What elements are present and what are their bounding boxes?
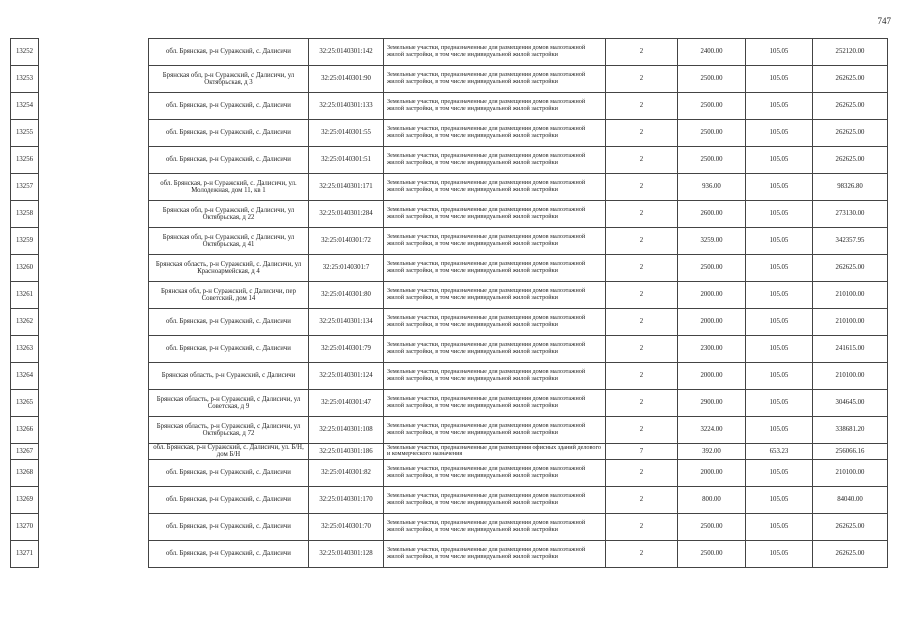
cadastral-value-cell: 262625.00 <box>813 120 888 147</box>
specific-value-cell: 105.05 <box>746 255 813 282</box>
cadastral-value-cell: 210100.00 <box>813 459 888 486</box>
land-use-cell: Земельные участки, предназначенные для размещения домов малоэтажной жилой застройки, в том числе индивидуальной жилой застройки <box>384 363 606 390</box>
land-use-cell: Земельные участки, предназначенные для размещения домов малоэтажной жилой застройки, в том числе индивидуальной жилой застройки <box>384 93 606 120</box>
address-cell: обл. Брянская, р-н Суражский, с. Далисичи <box>149 39 309 66</box>
cadastral-number-cell: 32:25:0140301:80 <box>309 282 384 309</box>
specific-value-cell: 105.05 <box>746 147 813 174</box>
table-row <box>11 417 888 444</box>
specific-value-cell: 105.05 <box>746 540 813 567</box>
address-cell: обл. Брянская, р-н Суражский, с. Далисичи <box>149 513 309 540</box>
table-row <box>11 66 888 93</box>
cadastral-value-cell: 210100.00 <box>813 309 888 336</box>
cadastral-number-cell: 32:25:0140301:128 <box>309 540 384 567</box>
land-use-cell: Земельные участки, предназначенные для размещения домов малоэтажной жилой застройки, в том числе индивидуальной жилой застройки <box>384 459 606 486</box>
row-number-cell: 13261 <box>11 282 39 309</box>
spacer-cell <box>39 513 149 540</box>
use-group-code-cell: 2 <box>606 147 678 174</box>
row-number-cell: 13258 <box>11 201 39 228</box>
cadastral-value-cell: 98326.80 <box>813 174 888 201</box>
table-row <box>11 309 888 336</box>
area-cell: 2500.00 <box>678 93 746 120</box>
specific-value-cell: 105.05 <box>746 486 813 513</box>
address-cell: Брянская обл, р-н Суражский, с Далисичи, пер Советский, дом 14 <box>149 282 309 309</box>
area-cell: 2000.00 <box>678 459 746 486</box>
cadastral-number-cell: 32:25:0140301:171 <box>309 174 384 201</box>
spacer-cell <box>39 120 149 147</box>
row-number-cell: 13269 <box>11 486 39 513</box>
specific-value-cell: 105.05 <box>746 336 813 363</box>
address-cell: Брянская область, р-н Суражский, с. Далисичи, ул Красноармейская, д 4 <box>149 255 309 282</box>
specific-value-cell: 105.05 <box>746 120 813 147</box>
land-use-cell: Земельные участки, предназначенные для размещения офисных зданий делового и коммерческого назначения <box>384 444 606 460</box>
address-cell: обл. Брянская, р-н Суражский, с. Далисичи, ул. Б/Н, дом Б/Н <box>149 444 309 460</box>
table-row <box>11 93 888 120</box>
area-cell: 2900.00 <box>678 390 746 417</box>
cadastral-value-cell: 262625.00 <box>813 147 888 174</box>
use-group-code-cell: 2 <box>606 282 678 309</box>
address-cell: обл. Брянская, р-н Суражский, с. Далисичи <box>149 309 309 336</box>
row-number-cell: 13262 <box>11 309 39 336</box>
spacer-cell <box>39 255 149 282</box>
cadastral-number-cell: 32:25:0140301:90 <box>309 66 384 93</box>
row-number-cell: 13259 <box>11 228 39 255</box>
cadastral-number-cell: 32:25:0140301:51 <box>309 147 384 174</box>
cadastral-value-cell: 262625.00 <box>813 66 888 93</box>
area-cell: 2300.00 <box>678 336 746 363</box>
land-use-cell: Земельные участки, предназначенные для размещения домов малоэтажной жилой застройки, в том числе индивидуальной жилой застройки <box>384 174 606 201</box>
cadastral-number-cell: 32:25:0140301:79 <box>309 336 384 363</box>
spacer-cell <box>39 540 149 567</box>
specific-value-cell: 105.05 <box>746 417 813 444</box>
cadastral-number-cell: 32:25:0140301:108 <box>309 417 384 444</box>
use-group-code-cell: 2 <box>606 540 678 567</box>
specific-value-cell: 105.05 <box>746 309 813 336</box>
area-cell: 2400.00 <box>678 39 746 66</box>
specific-value-cell: 105.05 <box>746 459 813 486</box>
area-cell: 3224.00 <box>678 417 746 444</box>
spacer-cell <box>39 486 149 513</box>
table-row <box>11 336 888 363</box>
row-number-cell: 13254 <box>11 93 39 120</box>
land-use-cell: Земельные участки, предназначенные для размещения домов малоэтажной жилой застройки, в том числе индивидуальной жилой застройки <box>384 309 606 336</box>
specific-value-cell: 105.05 <box>746 513 813 540</box>
specific-value-cell: 105.05 <box>746 93 813 120</box>
land-use-cell: Земельные участки, предназначенные для размещения домов малоэтажной жилой застройки, в том числе индивидуальной жилой застройки <box>384 255 606 282</box>
spacer-cell <box>39 336 149 363</box>
spacer-cell <box>39 444 149 460</box>
use-group-code-cell: 2 <box>606 459 678 486</box>
table-row <box>11 201 888 228</box>
spacer-cell <box>39 390 149 417</box>
use-group-code-cell: 2 <box>606 486 678 513</box>
cadastral-value-cell: 262625.00 <box>813 513 888 540</box>
row-number-cell: 13252 <box>11 39 39 66</box>
area-cell: 3259.00 <box>678 228 746 255</box>
area-cell: 2600.00 <box>678 201 746 228</box>
specific-value-cell: 105.05 <box>746 363 813 390</box>
land-use-cell: Земельные участки, предназначенные для размещения домов малоэтажной жилой застройки, в том числе индивидуальной жилой застройки <box>384 39 606 66</box>
spacer-cell <box>39 201 149 228</box>
cadastral-number-cell: 32:25:0140301:7 <box>309 255 384 282</box>
cadastral-value-table <box>10 38 888 568</box>
table-row <box>11 228 888 255</box>
cadastral-value-cell: 262625.00 <box>813 540 888 567</box>
use-group-code-cell: 2 <box>606 255 678 282</box>
use-group-code-cell: 2 <box>606 336 678 363</box>
address-cell: Брянская обл, р-н Суражский, с Далисичи, ул Октябрьская, д 22 <box>149 201 309 228</box>
cadastral-value-cell: 210100.00 <box>813 282 888 309</box>
address-cell: обл. Брянская, р-н Суражский, с. Далисичи <box>149 93 309 120</box>
area-cell: 2500.00 <box>678 255 746 282</box>
cadastral-number-cell: 32:25:0140301:133 <box>309 93 384 120</box>
specific-value-cell: 105.05 <box>746 390 813 417</box>
address-cell: обл. Брянская, р-н Суражский, с. Далисичи <box>149 540 309 567</box>
use-group-code-cell: 2 <box>606 228 678 255</box>
cadastral-value-cell: 252120.00 <box>813 39 888 66</box>
cadastral-value-cell: 84040.00 <box>813 486 888 513</box>
area-cell: 2500.00 <box>678 147 746 174</box>
cadastral-number-cell: 32:25:0140301:134 <box>309 309 384 336</box>
specific-value-cell: 105.05 <box>746 228 813 255</box>
land-use-cell: Земельные участки, предназначенные для размещения домов малоэтажной жилой застройки, в том числе индивидуальной жилой застройки <box>384 120 606 147</box>
row-number-cell: 13253 <box>11 66 39 93</box>
area-cell: 936.00 <box>678 174 746 201</box>
use-group-code-cell: 2 <box>606 513 678 540</box>
row-number-cell: 13256 <box>11 147 39 174</box>
specific-value-cell: 105.05 <box>746 174 813 201</box>
table-row <box>11 513 888 540</box>
table-body <box>11 39 888 568</box>
cadastral-number-cell: 32:25:0140301:284 <box>309 201 384 228</box>
cadastral-value-cell: 342357.95 <box>813 228 888 255</box>
spacer-cell <box>39 282 149 309</box>
area-cell: 2500.00 <box>678 66 746 93</box>
use-group-code-cell: 2 <box>606 93 678 120</box>
cadastral-value-cell: 256066.16 <box>813 444 888 460</box>
land-use-cell: Земельные участки, предназначенные для размещения домов малоэтажной жилой застройки, в том числе индивидуальной жилой застройки <box>384 201 606 228</box>
cadastral-number-cell: 32:25:0140301:82 <box>309 459 384 486</box>
spacer-cell <box>39 39 149 66</box>
table-row <box>11 459 888 486</box>
area-cell: 2000.00 <box>678 309 746 336</box>
cadastral-number-cell: 32:25:0140301:55 <box>309 120 384 147</box>
spacer-cell <box>39 363 149 390</box>
table-row <box>11 390 888 417</box>
use-group-code-cell: 2 <box>606 201 678 228</box>
use-group-code-cell: 2 <box>606 66 678 93</box>
table-row <box>11 39 888 66</box>
specific-value-cell: 105.05 <box>746 201 813 228</box>
land-use-cell: Земельные участки, предназначенные для размещения домов малоэтажной жилой застройки, в том числе индивидуальной жилой застройки <box>384 540 606 567</box>
specific-value-cell: 105.05 <box>746 66 813 93</box>
table-row <box>11 174 888 201</box>
spacer-cell <box>39 147 149 174</box>
cadastral-value-cell: 262625.00 <box>813 255 888 282</box>
row-number-cell: 13257 <box>11 174 39 201</box>
land-use-cell: Земельные участки, предназначенные для размещения домов малоэтажной жилой застройки, в том числе индивидуальной жилой застройки <box>384 147 606 174</box>
spacer-cell <box>39 459 149 486</box>
table-row <box>11 147 888 174</box>
spacer-cell <box>39 174 149 201</box>
address-cell: Брянская область, р-н Суражский, с Далисичи, ул Советская, д 9 <box>149 390 309 417</box>
cadastral-value-cell: 273130.00 <box>813 201 888 228</box>
address-cell: обл. Брянская, р-н Суражский, с. Далисичи <box>149 147 309 174</box>
address-cell: обл. Брянская, р-н Суражский, с. Далисичи <box>149 336 309 363</box>
table-row <box>11 486 888 513</box>
area-cell: 2500.00 <box>678 540 746 567</box>
area-cell: 2500.00 <box>678 120 746 147</box>
use-group-code-cell: 2 <box>606 417 678 444</box>
area-cell: 800.00 <box>678 486 746 513</box>
area-cell: 2000.00 <box>678 363 746 390</box>
cadastral-number-cell: 32:25:0140301:72 <box>309 228 384 255</box>
cadastral-number-cell: 32:25:0140301:124 <box>309 363 384 390</box>
row-number-cell: 13271 <box>11 540 39 567</box>
specific-value-cell: 653.23 <box>746 444 813 460</box>
address-cell: Брянская область, р-н Суражский, с Далисичи <box>149 363 309 390</box>
table-row <box>11 444 888 460</box>
table-row <box>11 255 888 282</box>
specific-value-cell: 105.05 <box>746 282 813 309</box>
use-group-code-cell: 7 <box>606 444 678 460</box>
row-number-cell: 13268 <box>11 459 39 486</box>
spacer-cell <box>39 309 149 336</box>
row-number-cell: 13270 <box>11 513 39 540</box>
land-use-cell: Земельные участки, предназначенные для размещения домов малоэтажной жилой застройки, в том числе индивидуальной жилой застройки <box>384 336 606 363</box>
address-cell: обл. Брянская, р-н Суражский, с. Далисичи, ул. Молодежная, дом 11, кв 1 <box>149 174 309 201</box>
land-use-cell: Земельные участки, предназначенные для размещения домов малоэтажной жилой застройки, в том числе индивидуальной жилой застройки <box>384 66 606 93</box>
page-number: 747 <box>877 16 891 26</box>
spacer-cell <box>39 66 149 93</box>
spacer-cell <box>39 93 149 120</box>
cadastral-value-cell: 241615.00 <box>813 336 888 363</box>
land-use-cell: Земельные участки, предназначенные для размещения домов малоэтажной жилой застройки, в том числе индивидуальной жилой застройки <box>384 282 606 309</box>
land-use-cell: Земельные участки, предназначенные для размещения домов малоэтажной жилой застройки, в том числе индивидуальной жилой застройки <box>384 390 606 417</box>
area-cell: 2500.00 <box>678 513 746 540</box>
cadastral-number-cell: 32:25:0140301:70 <box>309 513 384 540</box>
cadastral-value-cell: 262625.00 <box>813 93 888 120</box>
land-use-cell: Земельные участки, предназначенные для размещения домов малоэтажной жилой застройки, в том числе индивидуальной жилой застройки <box>384 486 606 513</box>
use-group-code-cell: 2 <box>606 363 678 390</box>
cadastral-value-cell: 210100.00 <box>813 363 888 390</box>
land-use-cell: Земельные участки, предназначенные для размещения домов малоэтажной жилой застройки, в том числе индивидуальной жилой застройки <box>384 513 606 540</box>
table-row <box>11 363 888 390</box>
cadastral-number-cell: 32:25:0140301:170 <box>309 486 384 513</box>
use-group-code-cell: 2 <box>606 309 678 336</box>
land-use-cell: Земельные участки, предназначенные для размещения домов малоэтажной жилой застройки, в том числе индивидуальной жилой застройки <box>384 228 606 255</box>
specific-value-cell: 105.05 <box>746 39 813 66</box>
address-cell: обл. Брянская, р-н Суражский, с. Далисичи <box>149 459 309 486</box>
cadastral-number-cell: 32:25:0140301:142 <box>309 39 384 66</box>
row-number-cell: 13267 <box>11 444 39 460</box>
row-number-cell: 13263 <box>11 336 39 363</box>
cadastral-number-cell: 32:25:0140301:47 <box>309 390 384 417</box>
table-row <box>11 540 888 567</box>
address-cell: Брянская обл, р-н Суражский, с Далисичи, ул Октябрьская, д 3 <box>149 66 309 93</box>
land-use-cell: Земельные участки, предназначенные для размещения домов малоэтажной жилой застройки, в том числе индивидуальной жилой застройки <box>384 417 606 444</box>
use-group-code-cell: 2 <box>606 39 678 66</box>
cadastral-value-cell: 338681.20 <box>813 417 888 444</box>
address-cell: обл. Брянская, р-н Суражский, с. Далисичи <box>149 120 309 147</box>
spacer-cell <box>39 228 149 255</box>
table-row <box>11 282 888 309</box>
table-row <box>11 120 888 147</box>
row-number-cell: 13266 <box>11 417 39 444</box>
cadastral-number-cell: 32:25:0140301:186 <box>309 444 384 460</box>
row-number-cell: 13265 <box>11 390 39 417</box>
row-number-cell: 13264 <box>11 363 39 390</box>
address-cell: Брянская область, р-н Суражский, с Далисичи, ул Октябрьская, д 72 <box>149 417 309 444</box>
row-number-cell: 13255 <box>11 120 39 147</box>
use-group-code-cell: 2 <box>606 120 678 147</box>
row-number-cell: 13260 <box>11 255 39 282</box>
use-group-code-cell: 2 <box>606 174 678 201</box>
spacer-cell <box>39 417 149 444</box>
address-cell: Брянская обл, р-н Суражский, с Далисичи, ул Октябрьская, д 41 <box>149 228 309 255</box>
area-cell: 392.00 <box>678 444 746 460</box>
area-cell: 2000.00 <box>678 282 746 309</box>
address-cell: обл. Брянская, р-н Суражский, с. Далисичи <box>149 486 309 513</box>
use-group-code-cell: 2 <box>606 390 678 417</box>
cadastral-value-cell: 304645.00 <box>813 390 888 417</box>
